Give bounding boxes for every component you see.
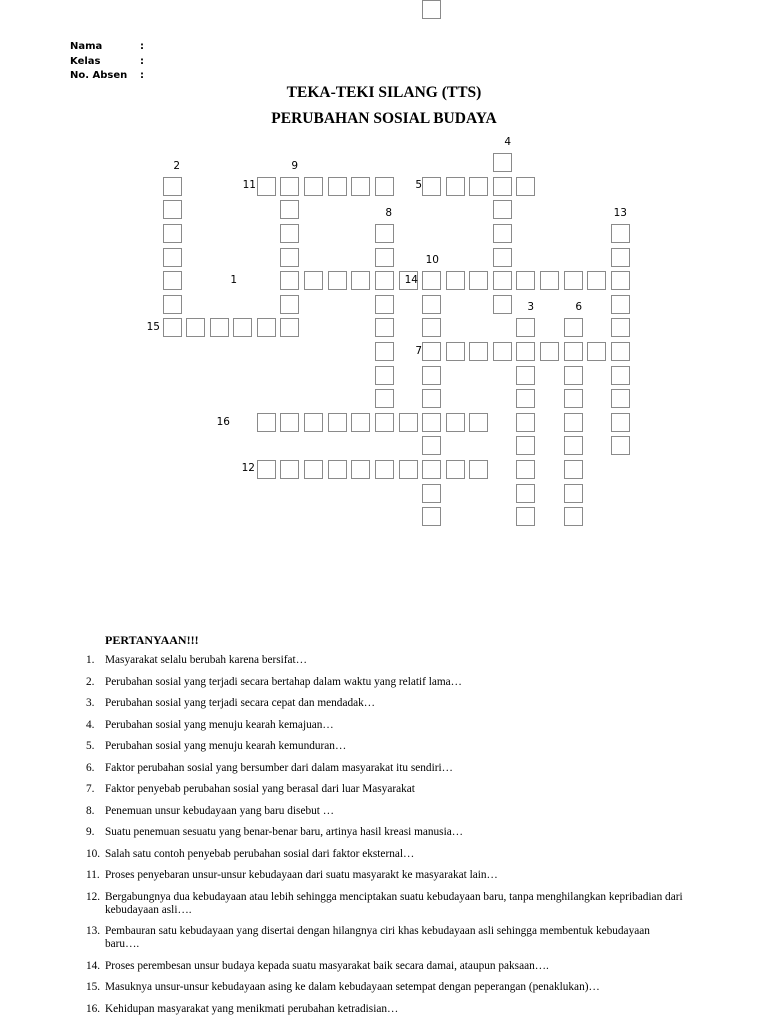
crossword-cell[interactable] xyxy=(163,318,182,337)
crossword-cell[interactable] xyxy=(280,200,299,219)
crossword-cell[interactable] xyxy=(375,389,394,408)
page-subtitle: PERUBAHAN SOSIAL BUDAYA xyxy=(271,110,497,127)
question-text: Perubahan sosial yang terjadi secara bertahap dalam waktu yang relatif lama… xyxy=(105,675,462,688)
crossword-cell[interactable] xyxy=(493,342,512,361)
crossword-cell[interactable] xyxy=(280,177,299,196)
clue-number-12: 12 xyxy=(241,462,255,474)
question-number: 16. xyxy=(86,1002,101,1015)
question-text: Masuknya unsur-unsur kebudayaan asing ke dalam kebudayaan setempat dengan peperangan (penaklukan)… xyxy=(105,981,600,993)
crossword-cell[interactable] xyxy=(540,271,559,290)
crossword-cell[interactable] xyxy=(163,177,182,196)
question-text: Pembauran satu kebudayaan yang disertai dengan hilangnya ciri khas kebudayaan asli sehingga membentuk kebudayaan baru…. xyxy=(105,925,650,950)
crossword-cell[interactable] xyxy=(422,342,441,361)
crossword-cell[interactable] xyxy=(587,342,606,361)
clue-number-3: 3 xyxy=(527,301,534,313)
question-item xyxy=(86,654,686,667)
clue-number-6: 6 xyxy=(575,301,582,313)
crossword-cell[interactable] xyxy=(469,177,488,196)
crossword-cell[interactable] xyxy=(493,200,512,219)
crossword-cell[interactable] xyxy=(564,460,583,479)
questions-list xyxy=(86,654,686,1024)
crossword-cell[interactable] xyxy=(304,271,323,290)
crossword-cell[interactable] xyxy=(257,460,276,479)
crossword-cell[interactable] xyxy=(399,460,418,479)
question-item xyxy=(86,676,686,689)
crossword-cell[interactable] xyxy=(163,295,182,314)
clue-number-5: 5 xyxy=(415,179,422,191)
crossword-cell[interactable] xyxy=(375,460,394,479)
clue-number-10: 10 xyxy=(425,254,439,266)
crossword-cell[interactable] xyxy=(280,460,299,479)
crossword-cell[interactable] xyxy=(257,413,276,432)
crossword-cell[interactable] xyxy=(257,177,276,196)
question-number: 10. xyxy=(86,847,101,860)
crossword-cell[interactable] xyxy=(611,342,630,361)
crossword-cell[interactable] xyxy=(375,366,394,385)
question-text: Salah satu contoh penyebab perubahan sosial dari faktor eksternal… xyxy=(105,847,415,860)
crossword-cell[interactable] xyxy=(351,177,370,196)
crossword-cell[interactable] xyxy=(611,224,630,243)
clue-number-13: 13 xyxy=(613,207,627,219)
crossword-cell[interactable] xyxy=(422,295,441,314)
question-text: Perubahan sosial yang terjadi secara cepat dan mendadak… xyxy=(105,697,376,709)
crossword-cell[interactable] xyxy=(375,271,394,290)
crossword-cell[interactable] xyxy=(422,366,441,385)
crossword-cell[interactable] xyxy=(163,271,182,290)
question-number: 11. xyxy=(86,869,100,881)
crossword-cell[interactable] xyxy=(422,436,441,455)
crossword-cell[interactable] xyxy=(611,318,630,337)
question-item xyxy=(86,697,686,710)
crossword-cell[interactable] xyxy=(493,153,512,172)
question-number: 3. xyxy=(86,697,95,709)
clue-number-11: 11 xyxy=(242,179,256,191)
question-number: 1. xyxy=(86,654,95,666)
crossword-cell[interactable] xyxy=(564,389,583,408)
crossword-cell[interactable] xyxy=(446,460,465,479)
crossword-cell[interactable] xyxy=(375,342,394,361)
question-number: 12. xyxy=(86,890,101,903)
question-number: 9. xyxy=(86,826,95,838)
question-number: 2. xyxy=(86,675,95,688)
crossword-cell[interactable] xyxy=(469,460,488,479)
crossword-cell[interactable] xyxy=(351,413,370,432)
clue-number-9: 9 xyxy=(291,160,298,172)
crossword-cell[interactable] xyxy=(375,248,394,267)
crossword-cell[interactable] xyxy=(540,342,559,361)
question-item xyxy=(86,981,686,994)
question-text: Suatu penemuan sesuatu yang benar-benar baru, artinya hasil kreasi manusia… xyxy=(105,826,464,838)
crossword-cell[interactable] xyxy=(564,342,583,361)
crossword-cell[interactable] xyxy=(328,177,347,196)
crossword-cell[interactable] xyxy=(422,413,441,432)
question-item xyxy=(86,960,686,973)
crossword-cell[interactable] xyxy=(611,271,630,290)
crossword-cell[interactable] xyxy=(280,295,299,314)
crossword-cell[interactable] xyxy=(422,318,441,337)
crossword-cell[interactable] xyxy=(587,271,606,290)
absen-separator: : xyxy=(140,70,144,81)
crossword-cell[interactable] xyxy=(257,318,276,337)
crossword-cell[interactable] xyxy=(328,413,347,432)
crossword-cell[interactable] xyxy=(564,271,583,290)
crossword-cell[interactable] xyxy=(422,389,441,408)
crossword-cell[interactable] xyxy=(210,318,229,337)
crossword-cell[interactable] xyxy=(163,224,182,243)
question-item xyxy=(86,740,686,753)
crossword-cell[interactable] xyxy=(280,248,299,267)
crossword-cell[interactable] xyxy=(564,484,583,503)
crossword-cell[interactable] xyxy=(351,271,370,290)
question-number: 15. xyxy=(86,981,101,993)
crossword-cell[interactable] xyxy=(446,342,465,361)
question-number: 5. xyxy=(86,740,95,752)
crossword-cell[interactable] xyxy=(493,248,512,267)
crossword-cell[interactable] xyxy=(564,318,583,337)
question-number: 4. xyxy=(86,718,95,731)
crossword-cell[interactable] xyxy=(304,413,323,432)
crossword-cell[interactable] xyxy=(611,295,630,314)
crossword-cell[interactable] xyxy=(233,318,252,337)
crossword-cell[interactable] xyxy=(280,413,299,432)
question-item xyxy=(86,719,686,732)
question-item xyxy=(86,869,686,882)
crossword-cell[interactable] xyxy=(493,224,512,243)
crossword-cell[interactable] xyxy=(493,295,512,314)
crossword-cell[interactable] xyxy=(564,366,583,385)
question-number: 6. xyxy=(86,761,95,774)
question-text: Kehidupan masyarakat yang menikmati perubahan ketradisian… xyxy=(105,1002,399,1015)
crossword-cell[interactable] xyxy=(469,271,488,290)
crossword-cell[interactable] xyxy=(516,389,535,408)
question-item xyxy=(86,762,686,775)
clue-number-16: 16 xyxy=(216,416,230,428)
class-separator: : xyxy=(140,55,144,67)
crossword-cell[interactable] xyxy=(516,413,535,432)
crossword-cell[interactable] xyxy=(446,413,465,432)
crossword-cell[interactable] xyxy=(163,248,182,267)
crossword-cell[interactable] xyxy=(516,342,535,361)
question-text: Proses penyebaran unsur-unsur kebudayaan dari suatu masyarakt ke masyarakat lain… xyxy=(105,869,498,881)
crossword-cell[interactable] xyxy=(611,436,630,455)
crossword-cell[interactable] xyxy=(611,248,630,267)
crossword-cell[interactable] xyxy=(493,271,512,290)
crossword-cell[interactable] xyxy=(516,271,535,290)
crossword-cell[interactable] xyxy=(516,366,535,385)
crossword-cell[interactable] xyxy=(469,413,488,432)
crossword-cell[interactable] xyxy=(304,460,323,479)
question-item xyxy=(86,826,686,839)
absen-label: No. Absen xyxy=(70,70,128,81)
crossword-cell[interactable] xyxy=(516,318,535,337)
crossword-cell[interactable] xyxy=(446,271,465,290)
clue-number-8: 8 xyxy=(385,207,392,219)
question-item xyxy=(86,1003,686,1016)
questions-heading: PERTANYAAN!!! xyxy=(105,633,199,647)
crossword-cell[interactable] xyxy=(422,177,441,196)
question-number: 14. xyxy=(86,959,101,972)
question-number: 13. xyxy=(86,925,101,937)
crossword-cell[interactable] xyxy=(280,271,299,290)
question-text: Faktor penyebab perubahan sosial yang berasal dari luar Masyarakat xyxy=(105,783,415,795)
crossword-cell[interactable] xyxy=(375,295,394,314)
crossword-cell[interactable] xyxy=(163,200,182,219)
page-title: TEKA-TEKI SILANG (TTS) xyxy=(286,84,482,101)
clue-number-14: 14 xyxy=(404,274,418,286)
crossword-cell[interactable] xyxy=(422,460,441,479)
crossword-cell[interactable] xyxy=(304,177,323,196)
clue-number-15: 15 xyxy=(146,321,160,333)
question-number: 8. xyxy=(86,804,95,817)
crossword-cell[interactable] xyxy=(516,484,535,503)
crossword-cell[interactable] xyxy=(516,507,535,526)
crossword-cell[interactable] xyxy=(375,177,394,196)
crossword-cell[interactable] xyxy=(280,224,299,243)
question-text: Penemuan unsur kebudayaan yang baru disebut … xyxy=(105,804,335,817)
crossword-cell[interactable] xyxy=(564,436,583,455)
crossword-cell[interactable] xyxy=(399,413,418,432)
clue-number-2: 2 xyxy=(173,160,180,172)
crossword-cell[interactable] xyxy=(422,271,441,290)
question-item xyxy=(86,925,686,951)
name-label: Nama xyxy=(70,41,103,52)
name-separator: : xyxy=(140,41,144,52)
crossword-cell[interactable] xyxy=(422,484,441,503)
question-item xyxy=(86,891,686,917)
crossword-cell[interactable] xyxy=(375,413,394,432)
question-text: Faktor perubahan sosial yang bersumber dari dalam masyarakat itu sendiri… xyxy=(105,761,453,774)
crossword-cell[interactable] xyxy=(611,413,630,432)
clue-number-1: 1 xyxy=(230,274,237,286)
crossword-cell[interactable] xyxy=(280,318,299,337)
crossword-cell[interactable] xyxy=(516,460,535,479)
question-text: Masyarakat selalu berubah karena bersifat… xyxy=(105,654,307,666)
question-text: Bergabungnya dua kebudayaan atau lebih sehingga menciptakan suatu kebudayaan baru, tanpa menghilangkan kepribadian dari kebudayaan asli…. xyxy=(105,890,683,916)
crossword-cell[interactable] xyxy=(469,342,488,361)
crossword-cell[interactable] xyxy=(375,224,394,243)
crossword-cell[interactable] xyxy=(446,177,465,196)
crossword-cell[interactable] xyxy=(351,460,370,479)
question-item xyxy=(86,805,686,818)
crossword-cell[interactable] xyxy=(422,0,441,19)
question-text: Perubahan sosial yang menuju kearah kemunduran… xyxy=(105,740,347,752)
question-text: Perubahan sosial yang menuju kearah kemajuan… xyxy=(105,718,334,731)
question-item xyxy=(86,783,686,796)
clue-number-7: 7 xyxy=(415,345,422,357)
question-number: 7. xyxy=(86,783,95,795)
crossword-cell[interactable] xyxy=(328,460,347,479)
crossword-cell[interactable] xyxy=(516,177,535,196)
crossword-cell[interactable] xyxy=(611,389,630,408)
crossword-cell[interactable] xyxy=(422,507,441,526)
class-label: Kelas xyxy=(70,55,101,67)
crossword-cell[interactable] xyxy=(516,436,535,455)
crossword-cell[interactable] xyxy=(611,366,630,385)
crossword-cell[interactable] xyxy=(493,177,512,196)
crossword-cell[interactable] xyxy=(564,507,583,526)
question-text: Proses perembesan unsur budaya kepada suatu masyarakat baik secara damai, ataupun paksaan…. xyxy=(105,959,549,972)
crossword-cell[interactable] xyxy=(564,413,583,432)
clue-number-4: 4 xyxy=(504,136,511,148)
crossword-cell[interactable] xyxy=(375,318,394,337)
crossword-cell[interactable] xyxy=(186,318,205,337)
crossword-cell[interactable] xyxy=(328,271,347,290)
question-item xyxy=(86,848,686,861)
